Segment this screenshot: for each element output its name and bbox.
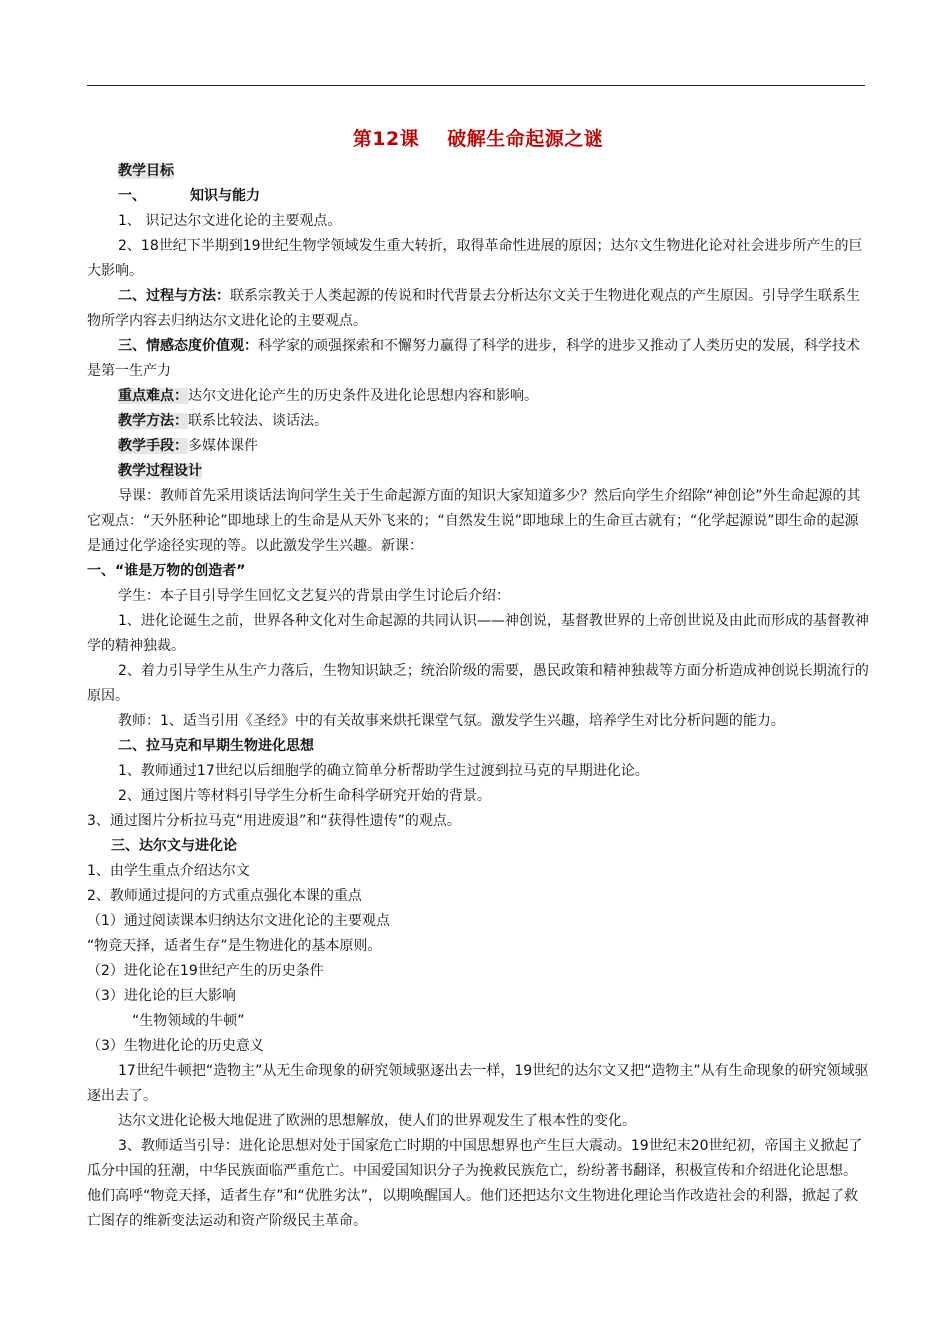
part1-heading: 一、“谁是万物的创造者” — [87, 563, 246, 579]
part1-student: 学生：本子目引导学生回忆文艺复兴的背景由学生讨论后介绍： — [118, 588, 510, 604]
document-page — [87, 120, 869, 1234]
objective-item-2: 2、18世纪下半期到19世纪生物学领域发生重大转折，取得革命性进展的原因；达尔文生物进化论对社会进步所产生的巨大影响。 — [87, 238, 863, 279]
part1-item-2: 2、着力引导学生从生产力落后，生物知识缺乏；统治阶级的需要，愚民政策和精神独裁等方面分析造成神创说长期流行的原因。 — [87, 663, 869, 704]
part3-sub-1: （1）通过阅读课本归纳达尔文进化论的主要观点 — [87, 913, 390, 929]
part3-paragraph-2: 达尔文进化论极大地促进了欧洲的思想解放，使人们的世界观发生了根本性的变化。 — [118, 1113, 636, 1129]
section-process-method: 二、过程与方法：联系宗教关于人类起源的传说和时代背景去分析达尔文关于生物进化观点的产生原因。引导学生联系生物所学内容去归纳达尔文进化论的主要观点。 — [87, 288, 860, 329]
part3-sub-3: （3）进化论的巨大影响 — [87, 988, 236, 1004]
part3-item-1: 1、由学生重点介绍达尔文 — [87, 863, 250, 879]
key-points: 重点难点：达尔文进化论产生的历史条件及进化论思想内容和影响。 — [118, 388, 538, 404]
intro-paragraph: 导课：教师首先采用谈话法询问学生关于生命起源方面的知识大家知道多少？然后向学生介绍除“神创论”外生命起源的其它观点：“天外胚种论”即地球上的生命是从天外飞来的；“自然发生说”即地球上的生命亘古就有；“化学起源说”即生命的起源是通过化学途径实现的等。以此激发学生兴趣。新课： — [87, 488, 861, 554]
part2-heading: 二、拉马克和早期生物进化思想 — [118, 738, 314, 754]
part3-paragraph-1: 17世纪牛顿把“造物主”从无生命现象的研究领域驱逐出去一样，19世纪的达尔文又把“造物主”从有生命现象的研究领域驱逐出去了。 — [87, 1063, 869, 1104]
part3-item-2: 2、教师通过提问的方式重点强化本课的重点 — [87, 888, 362, 904]
teaching-method: 教学方法：联系比较法、谈话法。 — [118, 413, 328, 429]
part3-quote-1: “物竞天择，适者生存”是生物进化的基本原则。 — [87, 938, 382, 954]
part3-quote-2: “生物领域的牛顿” — [132, 1013, 245, 1029]
process-heading: 教学过程设计 — [118, 463, 202, 479]
part2-item-1: 1、教师通过17世纪以后细胞学的确立简单分析帮助学生过渡到拉马克的早期进化论。 — [118, 763, 649, 779]
lesson-number: 第12课 — [352, 128, 420, 150]
part3-sub-4: （3）生物进化论的历史意义 — [87, 1038, 264, 1054]
objectives-heading: 教学目标 — [118, 163, 174, 179]
section-values: 三、情感态度价值观：科学家的顽强探索和不懈努力赢得了科学的进步，科学的进步又推动了人类历史的发展，科学技术是第一生产力 — [87, 338, 860, 379]
part2-item-2: 2、通过图片等材料引导学生分析生命科学研究开始的背景。 — [118, 788, 491, 804]
part2-item-3: 3、通过图片分析拉马克“用进废退”和“获得性遗传”的观点。 — [87, 813, 461, 829]
teaching-tools: 教学手段：多媒体课件 — [118, 438, 258, 454]
part3-heading: 三、达尔文与进化论 — [111, 838, 237, 854]
part1-teacher: 教师：1、适当引用《圣经》中的有关故事来烘托课堂气氛。激发学生兴趣，培养学生对比分析问题的能力。 — [118, 713, 785, 729]
part1-item-1: 1、进化论诞生之前，世界各种文化对生命起源的共同认识——神创说，基督教世界的上帝创世说及由此而形成的基督教神学的精神独裁。 — [87, 613, 869, 654]
section-knowledge-heading: 一、 知识与能力 — [118, 188, 260, 204]
part3-item-3: 3、教师适当引导：进化论思想对处于国家危亡时期的中国思想界也产生巨大震动。19世纪末20世纪初，帝国主义掀起了瓜分中国的狂潮，中华民族面临严重危亡。中国爱国知识分子为挽救民族危亡，纷纷著书翻译，积极宣传和介绍进化论思想。他们高呼“物竞天择，适者生存”和“优胜劣汰”，以期唤醒国人。他们还把达尔文生物进化理论当作改造社会的利器，掀起了救亡图存的维新变法运动和资产阶级民主革命。 — [87, 1138, 863, 1229]
objective-item-1: 1、 识记达尔文进化论的主要观点。 — [118, 213, 342, 229]
lesson-name: 破解生命起源之谜 — [447, 128, 604, 150]
page-title — [87, 124, 869, 151]
part3-sub-2: （2）进化论在19世纪产生的历史条件 — [87, 963, 324, 979]
header-rule — [87, 85, 865, 86]
